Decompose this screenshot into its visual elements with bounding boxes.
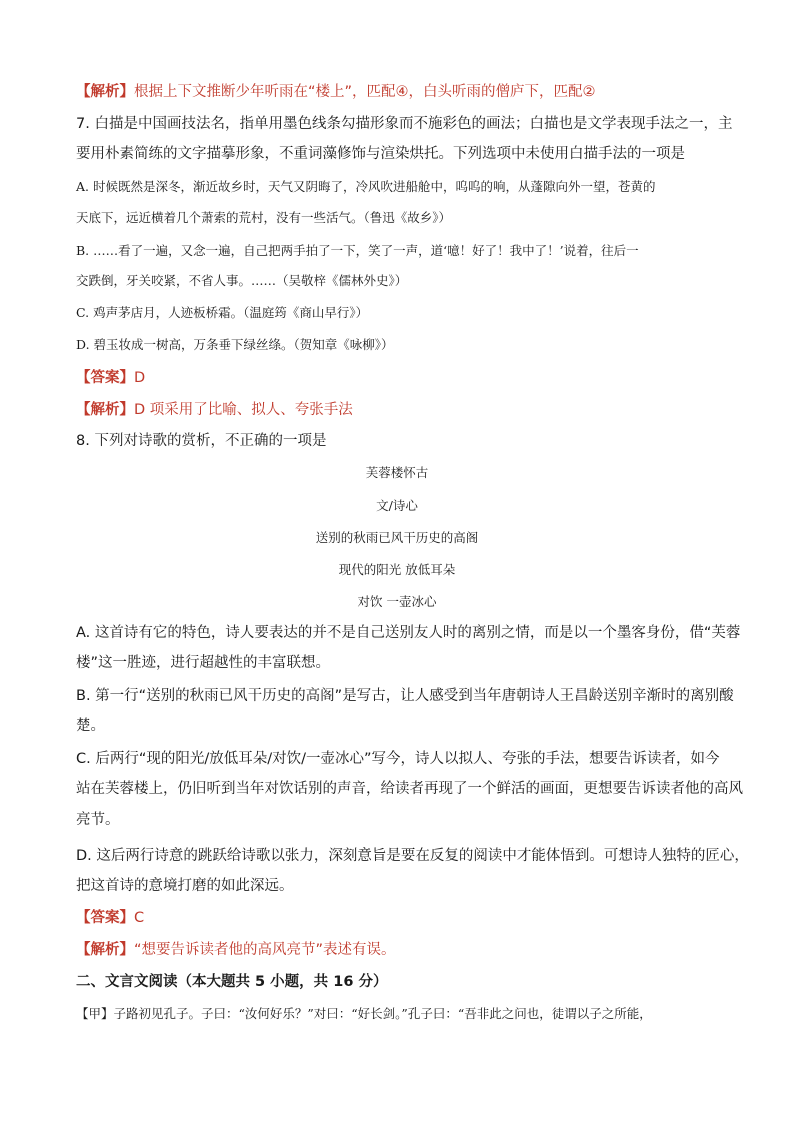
q7-option-d: D. 碧玉妆成一树高，万条垂下绿丝绦。（贺知章《咏柳》） [76,337,394,352]
poem-title: 芙蓉楼怀古 [365,465,429,480]
q8-option-d-line1: D. 这后两行诗意的跳跃给诗歌以张力，深刻意旨是要在反复的阅读中才能体悟到。可想诗人独特的匠心， [76,848,749,864]
q7-stem-line1: 7. 白描是中国画技法名，指单用墨色线条勾描形象而不施彩色的画法；白描也是文学表现手法之一，主 [76,116,733,132]
q8-option-c-line1: C. 后两行“现的阳光/放低耳朵/对饮/一壶冰心”写今，诗人以拟人、夸张的手法，想要告诉读者，如今 [76,751,720,767]
analysis-tag: 【解析】 [76,942,134,958]
q8-analysis [76,940,396,960]
q7-option-a-line1: A. 时候既然是深冬，渐近故乡时，天气又阴晦了，冷风吹进船舱中，呜呜的响，从蓬隙向外一望，苍黄的 [76,179,656,194]
section2-heading: 二、文言文阅读（本大题共 5 小题，共 16 分） [76,974,388,990]
q8-answer [76,908,144,928]
q8-stem: 8. 下列对诗歌的赏析，不正确的一项是 [76,433,327,449]
q8-option-c-line3: 亮节。 [76,812,120,828]
q7-option-c: C. 鸡声茅店月，人迹板桥霜。（温庭筠《商山早行》） [76,305,369,320]
answer-tag: 【答案】 [76,370,134,386]
q8-analysis-text: “想要告诉读者他的高风亮节”表述有误。 [134,942,396,958]
q7-answer-value: D [134,370,146,386]
q8-answer-value: C [134,910,145,926]
q6-analysis-text: 根据上下文推断少年听雨在“楼上”，匹配④，白头听雨的僧庐下，匹配② [134,84,596,100]
poem-line-2: 现代的阳光 放低耳朵 [338,562,456,577]
q7-analysis [76,400,353,420]
q8-option-b-line2: 楚。 [76,718,105,734]
poem-line-1: 送别的秋雨已风干历史的高阁 [315,530,479,545]
q7-option-b-line1: B. ……看了一遍，又念一遍，自己把两手拍了一下，笑了一声，道‘噫！好了！我中了！’说着，往后一 [76,243,639,258]
q8-option-b-line1: B. 第一行“送别的秋雨已风干历史的高阁”是写古，让人感受到当年唐朝诗人王昌龄送别辛渐时的离别酸 [76,688,734,704]
analysis-tag: 【解析】 [76,402,134,418]
q8-option-d-line2: 把这首诗的意境打磨的如此深远。 [76,878,294,894]
q7-stem-line2: 要用朴素简练的文字描摹形象，不重词藻修饰与渲染烘托。下列选项中未使用白描手法的一项是 [76,146,685,162]
q8-option-a-line1: A. 这首诗有它的特色，诗人要表达的并不是自己送别友人时的离别之情，而是以一个墨客身份，借“芙蓉 [76,625,741,641]
q8-option-c-line2: 站在芙蓉楼上，仍旧听到当年对饮话别的声音，给读者再现了一个鲜活的画面，更想要告诉读者他的高风 [76,781,743,797]
q7-answer [76,368,145,388]
answer-tag: 【答案】 [76,910,134,926]
poem-line-3: 对饮 一壶冰心 [357,594,437,609]
analysis-tag: 【解析】 [76,84,134,100]
q8-option-a-line2: 楼”这一胜迹，进行超越性的丰富联想。 [76,655,331,671]
poem-author: 文/诗心 [376,498,418,513]
section2-text-line1: 【甲】子路初见孔子。子曰：“汝何好乐？”对曰：“好长剑。”孔子曰：“吾非此之问也，徒谓以子之所能， [76,1006,652,1021]
q7-option-a-line2: 天底下，远近横着几个萧索的荒村，没有一些活气。（鲁迅《故乡》） [76,210,452,225]
q7-analysis-text: D 项采用了比喻、拟人、夸张手法 [134,402,353,418]
q6-analysis [76,82,596,102]
q7-option-b-line2: 交跌倒，牙关咬紧，不省人事。……（吴敬梓《儒林外史》） [76,273,408,288]
